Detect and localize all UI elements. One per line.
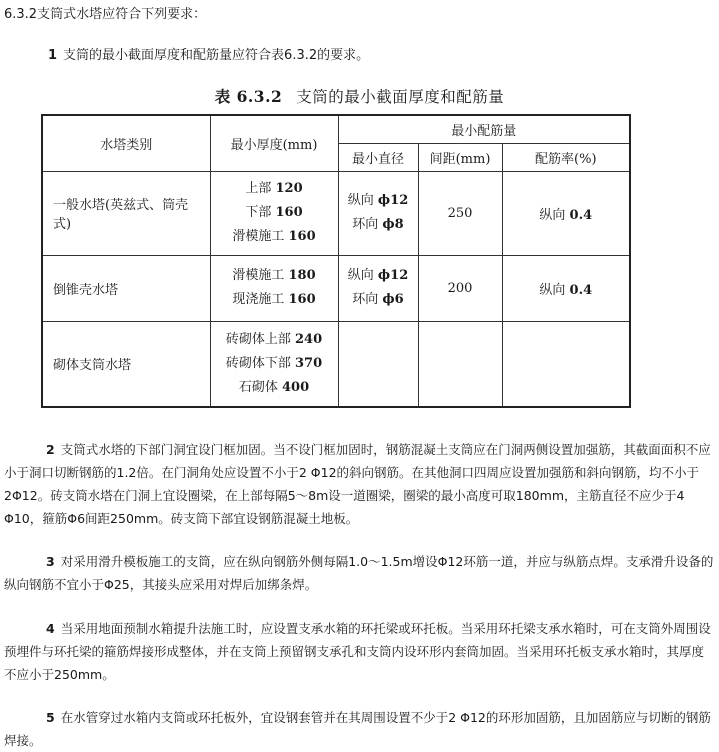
item-number: 1 [48, 48, 58, 63]
section-heading: 6.3.2支筒式水塔应符合下列要求： [4, 7, 207, 22]
cell-spacing [418, 321, 502, 407]
header-row [42, 115, 630, 143]
paragraph-text: 支筒式水塔的下部门洞宜设门框加固。当不设门框加固时，钢筋混凝土支筒应在门洞两侧设置加强筋，其截面面积不应小于洞口切断钢筋的1.2倍。在门洞角处应设置不小于2 Φ12的斜向钢筋。在其他洞口四周应设置加强筋和斜向钢筋，均不小于2Φ12。砖支筒水塔在门洞上宜设圈梁，在上部每隔5～8m设一道圈梁，圈梁的最小高度可取180mm，主筋直径不应少于4 Φ10，箍筋Φ6间距250mm。砖支筒下部宜设钢筋混凝土地板。 [4, 442, 711, 526]
paragraph-5 [4, 706, 716, 752]
item-text: 支筒的最小截面厚度和配筋量应符合表6.3.2的要求。 [63, 48, 370, 63]
header-diameter: 最小直径 [338, 143, 418, 171]
item-1 [48, 47, 369, 65]
cell-thickness: 砖砌体上部 240 砖砌体下部 370 石砌体 400 [210, 321, 338, 407]
table-row [42, 171, 630, 255]
paragraph-text: 对采用滑升模板施工的支筒，应在纵向钢筋外侧每隔1.0～1.5m增设Φ12环筋一道，并应与纵筋点焊。支承滑升设备的纵向钢筋不宜小于Φ25，其接头应采用对焊后加绑条焊。 [4, 554, 714, 592]
cell-type: 倒锥壳水塔 [42, 255, 210, 321]
table-row [42, 255, 630, 321]
item-number: 5 [46, 710, 55, 725]
cell-spacing: 200 [418, 255, 502, 321]
cell-diameter: 纵向 ϕ12 环向 ϕ6 [338, 255, 418, 321]
table-number: 表 6.3.2 [214, 87, 283, 106]
table-row [42, 321, 630, 407]
cell-spacing: 250 [418, 171, 502, 255]
spec-table [41, 114, 631, 408]
cell-thickness: 滑模施工 180 现浇施工 160 [210, 255, 338, 321]
cell-ratio [502, 321, 630, 407]
cell-ratio: 纵向 0.4 [502, 255, 630, 321]
paragraph-3 [4, 550, 716, 596]
cell-type: 砌体支筒水塔 [42, 321, 210, 407]
item-number: 3 [46, 554, 55, 569]
header-spacing: 间距(mm) [418, 143, 502, 171]
header-type: 水塔类别 [42, 115, 210, 171]
table-title: 支筒的最小截面厚度和配筋量 [296, 88, 505, 106]
paragraph-text: 在水管穿过水箱内支筒或环托板外，宜设钢套管并在其周围设置不少于2 Φ12的环形加固筋，且加固筋应与切断的钢筋焊接。 [4, 710, 711, 748]
item-number: 2 [46, 442, 55, 457]
cell-ratio: 纵向 0.4 [502, 171, 630, 255]
cell-diameter: 纵向 ϕ12 环向 ϕ8 [338, 171, 418, 255]
table-caption [0, 86, 719, 108]
paragraph-text: 当采用地面预制水箱提升法施工时，应设置支承水箱的环托梁或环托板。当采用环托梁支承水箱时，可在支筒外周围设预埋件与环托梁的箍筋焊接形成整体，并在支筒上预留钢支承孔和支筒内设环形内套筒加固。当采用环托板支承水箱时，其厚度不应小于250mm。 [4, 621, 711, 682]
header-ratio: 配筋率(%) [502, 143, 630, 171]
cell-type: 一般水塔(英兹式、筒壳式) [42, 171, 210, 255]
header-thickness: 最小厚度(mm) [210, 115, 338, 171]
paragraph-4 [4, 617, 716, 686]
cell-diameter [338, 321, 418, 407]
cell-thickness: 上部 120 下部 160 滑模施工 160 [210, 171, 338, 255]
paragraph-2 [4, 438, 716, 530]
item-number: 4 [46, 621, 55, 636]
header-reinforcement: 最小配筋量 [338, 115, 630, 143]
